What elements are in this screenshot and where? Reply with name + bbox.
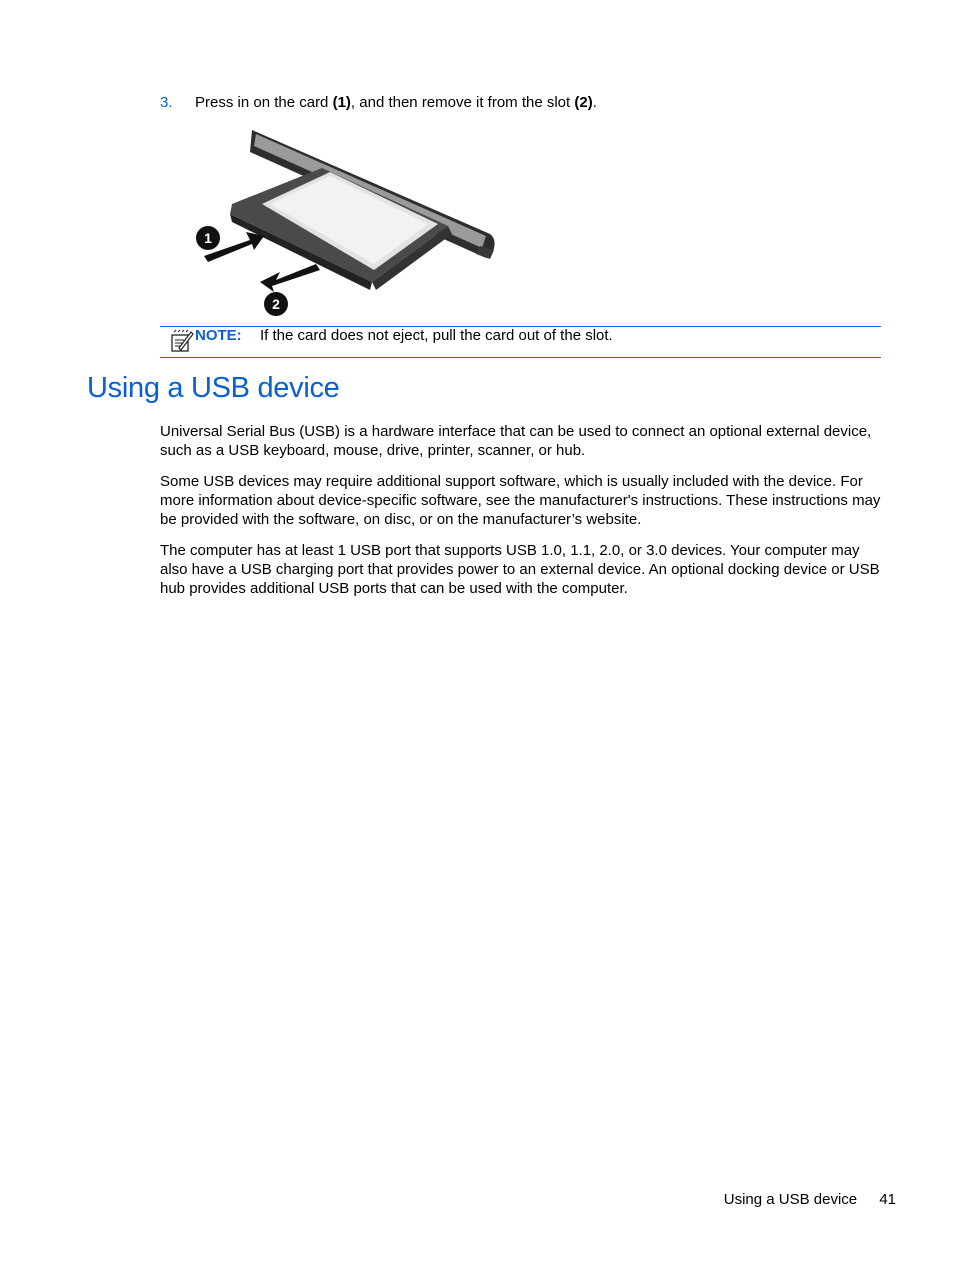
page-footer (724, 1191, 896, 1208)
step-text-after: . (592, 94, 597, 111)
step-ref-2: (2) (574, 94, 593, 111)
page-number: 41 (879, 1191, 896, 1208)
remove-arrow (260, 264, 320, 292)
note-pencil-icon (170, 329, 194, 353)
callout-2: 2 (272, 296, 280, 312)
callout-1: 1 (204, 230, 212, 246)
paragraph-usb-intro: Universal Serial Bus (USB) is a hardware interface that can be used to connect an optional external device, such as a USB keyboard, mouse, drive, printer, scanner, or hub. (160, 423, 872, 459)
note-text: If the card does not eject, pull the card out of the slot. (260, 327, 613, 344)
note-label: NOTE: (195, 327, 242, 344)
note-box (160, 326, 881, 358)
section-heading: Using a USB device (87, 372, 340, 404)
paragraph-usb-ports: The computer has at least 1 USB port that supports USB 1.0, 1.1, 2.0, or 3.0 devices. Your computer may also have a USB charging port that provides power to an external device. An optional docking device or USB hub provides additional USB ports that can be used with the computer. (160, 542, 880, 597)
paragraph-support-software: Some USB devices may require additional support software, which is usually included with the device. For more information about device-specific software, see the manufacturer's instructions. These instructions may be provided with the software, on disc, or on the manufacturer’s website. (160, 473, 881, 528)
step-3 (160, 94, 597, 111)
step-number: 3. (160, 94, 173, 111)
card-eject-illustration (190, 122, 510, 322)
footer-section-title: Using a USB device (723, 1191, 858, 1208)
step-text-before: Press in on the card (195, 94, 333, 111)
step-ref-1: (1) (332, 94, 351, 111)
step-text-middle: , and then remove it from the slot (350, 94, 575, 111)
